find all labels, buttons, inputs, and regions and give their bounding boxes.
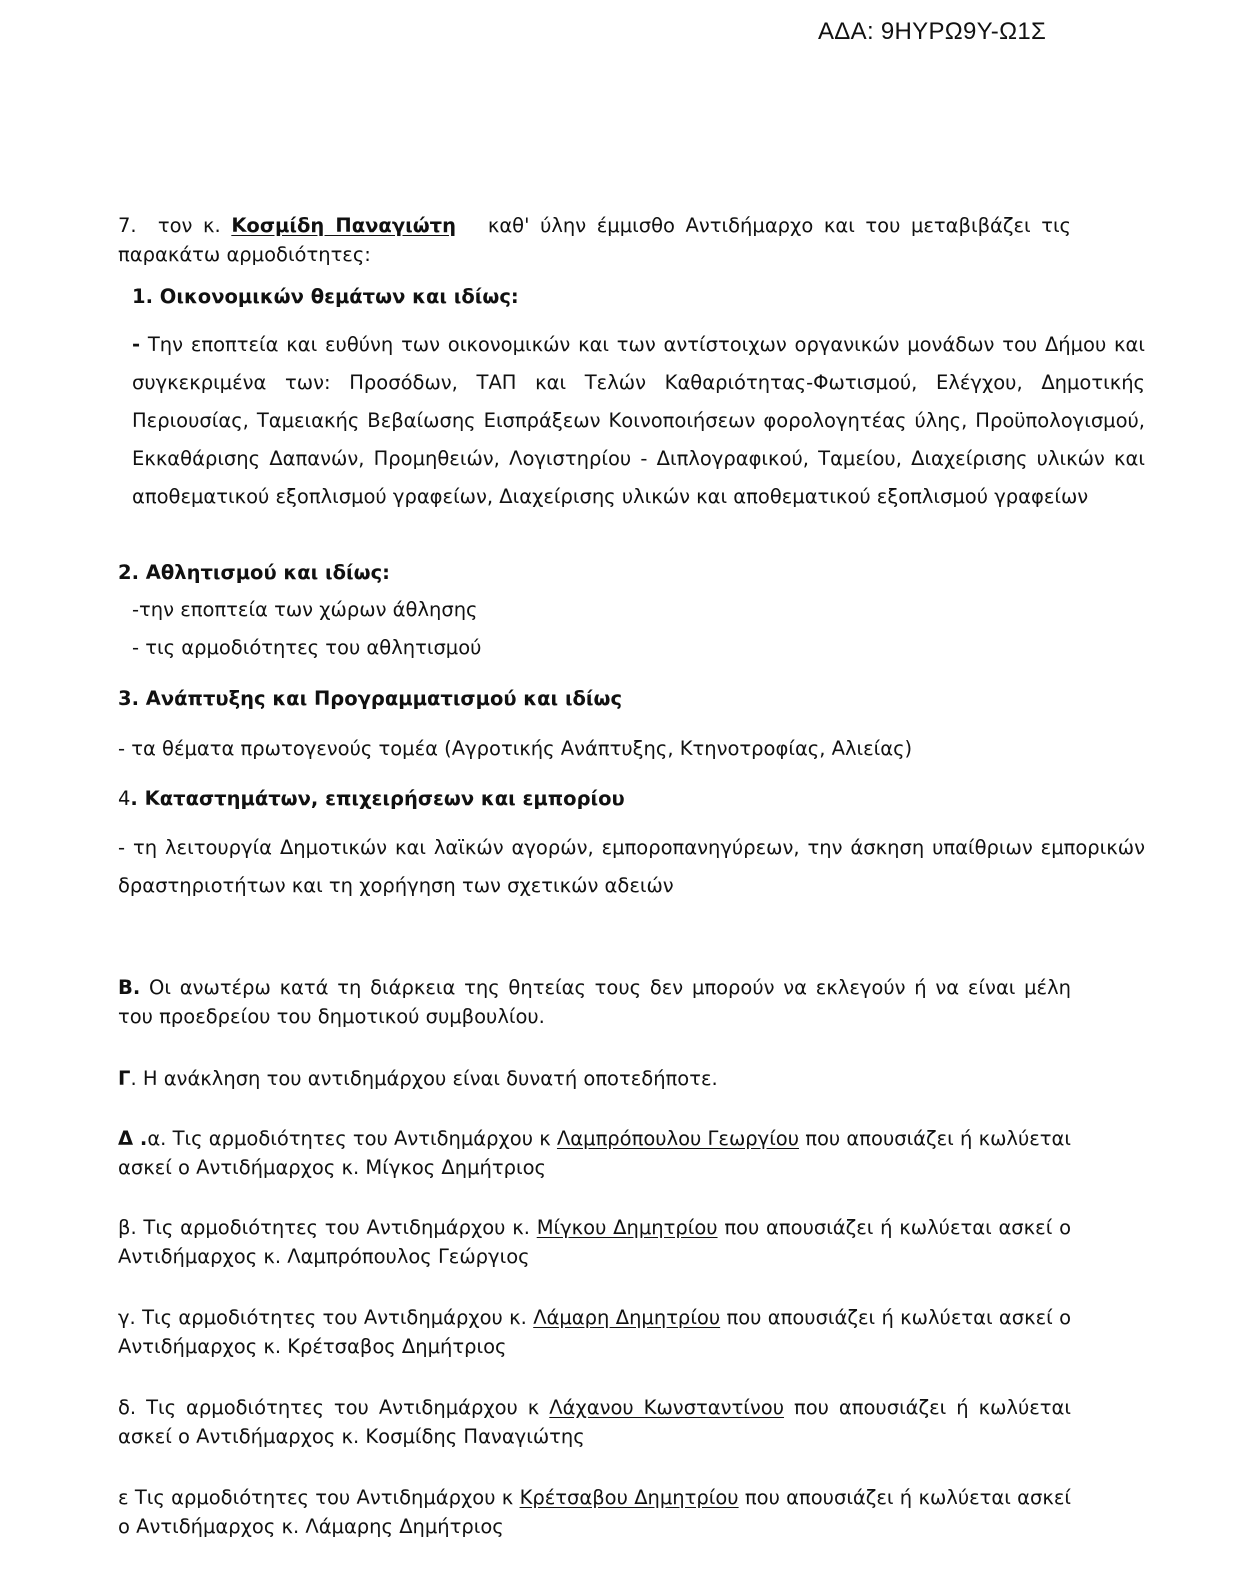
paragraph-g-label: Γ bbox=[118, 1067, 131, 1090]
paragraph-g-text: . Η ανάκληση του αντιδημάρχου είναι δυνατή οποτεδήποτε. bbox=[130, 1067, 718, 1090]
paragraph-d-d bbox=[118, 1393, 1071, 1451]
item-7-paragraph bbox=[118, 211, 1071, 269]
paragraph-d-d-pre: δ. Τις αρμοδιότητες του Αντιδημάρχου κ bbox=[118, 1396, 550, 1419]
paragraph-d-b-name: Μίγκου Δημητρίου bbox=[536, 1216, 718, 1239]
ada-code: ΑΔΑ: 9ΗΥΡΩ9Υ-Ω1Σ bbox=[818, 18, 1047, 45]
paragraph-d-b-pre: β. Τις αρμοδιότητες του Αντιδημάρχου κ. bbox=[118, 1216, 537, 1239]
item-7-name: Κοσμίδη Παναγιώτη bbox=[231, 214, 456, 237]
section-1-heading: 1. Οικονομικών θεμάτων και ιδίως: bbox=[132, 285, 519, 308]
paragraph-d-d-post: που απουσιάζει ή κωλύεται ασκεί ο Αντιδήμαρχος κ. Κοσμίδης Παναγιώτης bbox=[118, 1396, 1071, 1448]
paragraph-g bbox=[118, 1064, 1071, 1093]
paragraph-d-c-name: Λάμαρη Δημητρίου bbox=[533, 1306, 721, 1329]
paragraph-d-b-post: που απουσιάζει ή κωλύεται ασκεί ο Αντιδήμαρχος κ. Λαμπρόπουλος Γεώργιος bbox=[118, 1216, 1071, 1268]
paragraph-b-label: Β. bbox=[118, 976, 141, 999]
paragraph-d-a bbox=[118, 1124, 1071, 1182]
section-1-text bbox=[132, 326, 1145, 516]
paragraph-d-e bbox=[118, 1483, 1071, 1541]
section-1-body: Την εποπτεία και ευθύνη των οικονομικών και των αντίστοιχων οργανικών μονάδων του Δήμου και συγκεκριμένα των: Προσόδων, ΤΑΠ και Τελών Καθαριότητας-Φωτισμού, Ελέγχου, Δημοτικής Περιουσίας, Ταμειακής Βεβαίωσης Εισπράξεων Κοινοποιήσεων φορολογητέας ύλης, Προϋπολογισμού, Εκκαθάρισης Δαπανών, Προμηθειών, Λογιστηρίου - Διπλογραφικού, Ταμείου, Διαχείρισης υλικών και αποθεματικού εξοπλισμού γραφείων, Διαχείρισης υλικών και αποθεματικού εξοπλισμού γραφείων bbox=[132, 333, 1145, 508]
item-7-prefix: 7. τον κ. bbox=[118, 214, 232, 237]
paragraph-d-c-post: που απουσιάζει ή κωλύεται ασκεί ο Αντιδήμαρχος κ. Κρέτσαβος Δημήτριος bbox=[118, 1306, 1071, 1358]
paragraph-d-c bbox=[118, 1303, 1071, 1361]
paragraph-b bbox=[118, 973, 1071, 1031]
paragraph-d-e-pre: ε Τις αρμοδιότητες του Αντιδημάρχου κ bbox=[118, 1486, 520, 1509]
section-4-title: . Καταστημάτων, επιχειρήσεων και εμπορίου bbox=[130, 787, 625, 810]
paragraph-d-a-pre: α. Τις αρμοδιότητες του Αντιδημάρχου κ bbox=[147, 1127, 557, 1150]
paragraph-d-a-post: που απουσιάζει ή κωλύεται ασκεί ο Αντιδήμαρχος κ. Μίγκος Δημήτριος bbox=[118, 1127, 1071, 1179]
section-2-line-1: -την εποπτεία των χώρων άθλησης bbox=[132, 598, 478, 621]
paragraph-d-d-name: Λάχανου Κωνσταντίνου bbox=[549, 1396, 784, 1419]
section-4-heading bbox=[118, 784, 1071, 813]
section-4-num: 4 bbox=[118, 787, 131, 810]
paragraph-d-label: Δ . bbox=[118, 1127, 148, 1150]
section-4-text: - τη λειτουργία Δημοτικών και λαϊκών αγορών, εμποροπανηγύρεων, την άσκηση υπαίθριων εμπορικών δραστηριοτήτων και τη χορήγηση των σχετικών αδειών bbox=[118, 836, 1145, 897]
paragraph-d-e-post: που απουσιάζει ή κωλύεται ασκεί ο Αντιδήμαρχος κ. Λάμαρης Δημήτριος bbox=[118, 1486, 1071, 1538]
section-3-heading: 3. Ανάπτυξης και Προγραμματισμού και ιδίως bbox=[118, 687, 623, 710]
section-2-heading: 2. Αθλητισμού και ιδίως: bbox=[118, 561, 390, 584]
paragraph-b-text: Οι ανωτέρω κατά τη διάρκεια της θητείας τους δεν μπορούν να εκλεγούν ή να είναι μέλη του προεδρείου του δημοτικού συμβουλίου. bbox=[118, 976, 1071, 1028]
paragraph-d-c-pre: γ. Τις αρμοδιότητες του Αντιδημάρχου κ. bbox=[118, 1306, 534, 1329]
section-2-line-2: - τις αρμοδιότητες του αθλητισμού bbox=[132, 636, 482, 659]
item-7-rest: καθ' ύλην έμμισθο Αντιδήμαρχο και του μεταβιβάζει τις παρακάτω αρμοδιότητες: bbox=[118, 214, 1072, 266]
paragraph-d-b bbox=[118, 1213, 1071, 1271]
section-1-dash: - bbox=[132, 333, 141, 356]
section-3-line-1: - τα θέματα πρωτογενούς τομέα (Αγροτικής Ανάπτυξης, Κτηνοτροφίας, Αλιείας) bbox=[118, 737, 913, 760]
paragraph-d-a-name: Λαμπρόπουλου Γεωργίου bbox=[556, 1127, 800, 1150]
paragraph-d-e-name: Κρέτσαβου Δημητρίου bbox=[519, 1486, 739, 1509]
